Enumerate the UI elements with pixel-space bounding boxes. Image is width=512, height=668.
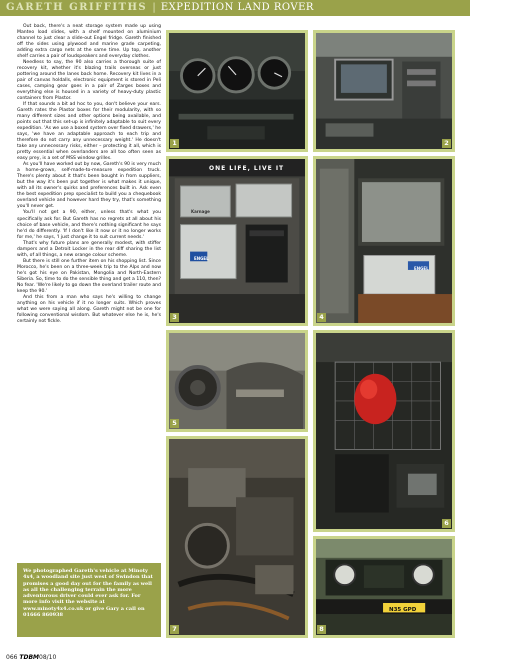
body-paragraph: Needless to say, the 90 also carries a thorough suite of recovery kit, whether it's blazing trails overseas or just pottering around the lanes back home. Recovery kit lives in a pair of canvas holdalls, electronic equipment is stored in Peli cases, camping gear goes in a pair of Zarges boxes and everything else is housed in a variety of heavy-duty plastic containers from Plastor. [17,60,161,102]
article-body [17,24,161,325]
header-section-title: EXPEDITION LAND ROVER [160,2,314,13]
photo-number-badge: 5 [170,419,179,428]
photo-number-badge: 3 [170,313,179,322]
electronics-illustration [316,33,452,149]
photo-front-bumper [313,536,455,638]
header-separator: | [152,2,156,13]
photo-interior-electronics [313,30,455,152]
header-author: GARETH GRIFFITHS [6,2,148,13]
rear-door-illustration [316,159,452,323]
issue-date: 08/10 [39,654,57,661]
page-header [0,0,470,16]
cab-interior-illustration [316,333,452,529]
wheel-arch-illustration [169,333,305,429]
engine-bay-illustration [169,439,305,635]
storage-illustration [169,159,305,323]
body-paragraph: Out back, there's a neat storage system made up using Manteo load slides, with a shelf mounted on aluminium channel to just clear a slide-out Engel fridge. Gareth finished off the sides using plywood and marine grade carpeting, adding extra cargo nets at the same time. Up top, another shelf carries a pair of loudspeakers and everyday clothes. [17,24,161,60]
photo-cab-interior [313,330,455,532]
page-number: 066 [6,654,18,661]
info-callout-box: We photographed Gareth's vehicle at Minoty 4x4, a woodland site just west of Swindon that promises a good day out for the family as well as all the challenging terrain the more adventurous driver could ever ask for. For more info visit the website at www.minoty4x4.co.uk or give Gary a call on 01666 860938 [17,563,161,637]
body-paragraph: If that sounds a bit ad hoc to you, don't believe your ears. Gareth rates the Plastor boxes for their modularity, with so many different sizes and other options being available, and points out that this set-up is infinitely adaptable to suit every expedition. 'As we use a boxed system over fixed drawers,' he says, 'we have an adaptable approach to each trip and therefore do not carry any unnecessary weight.' He doesn't take any unnecessary risks, either – protecting it all, which is pretty essential when overlanders are all too often seen as easy prey, is a set of MSS window grilles. [17,102,161,162]
photo-rear-storage [166,156,308,326]
photo-wheel-arch [166,330,308,432]
box-label: Karnage [191,209,210,214]
body-paragraph: But there is still one further item on his shopping list. Since Morocco, he's been on a three-week trip to the Alps and now he's got his eye on Pakistan, Mongolia and North-Eastern Siberia. So, time to do the sensible thing and get a 110, then? No fear. 'We're likely to go down the overland trailer route and keep the 90.' [17,258,161,294]
photo-number-badge: 2 [442,139,451,148]
engel-label: ENGEL [194,256,209,261]
body-paragraph: As you'll have worked out by now, Gareth's 90 is very much a home-grown, self-made-to-measure expedition truck. There's plenty about it that's been bought in from suppliers, but the way it's been put together is what makes it unique, with all its owner's quirks and preferences built in. Ask even the best expedition prep specialist to build you a chequebook overland vehicle and however hard they try, that's something you'll never get. [17,162,161,210]
body-paragraph: And this from a man who says he's willing to change anything on his vehicle if it no longer suits. Which proves what we were saying all along. Gareth might not be one for following conventional wisdom. But whatever else he is, he's certainly not fickle. [17,294,161,324]
dashboard-illustration [169,33,305,149]
photo-rear-door-fridge [313,156,455,326]
engel-label: ENGEL [414,266,429,271]
photo-number-badge: 7 [170,625,179,634]
body-paragraph: That's why future plans are generally modest, with stiffer dampers and a Detroit Locker in the rear diff sharing the list with, of all things, a new orange colour scheme. [17,240,161,258]
photo-dashboard-gauges [166,30,308,152]
photo-engine-bay [166,436,308,638]
photo-banner-text: ONE LIFE, LIVE IT [209,165,285,172]
photo-number-badge: 1 [170,139,179,148]
photo-number-badge: 4 [317,313,326,322]
number-plate: N35 GPD [389,607,417,613]
body-paragraph: You'll not get a 90, either, unless that's what you specifically ask for. But Gareth has no regrets at all about his choice of base vehicle, and there's nothing significant he says he'd do differently. 'If I don't like it now or it no longer works for me,' he says, 'I just change it to suit current needs.' [17,210,161,240]
photo-number-badge: 6 [442,519,451,528]
page-footer [6,654,56,661]
front-bumper-illustration [316,539,452,635]
photo-number-badge: 8 [317,625,326,634]
magazine-name: TDBM [19,654,39,661]
